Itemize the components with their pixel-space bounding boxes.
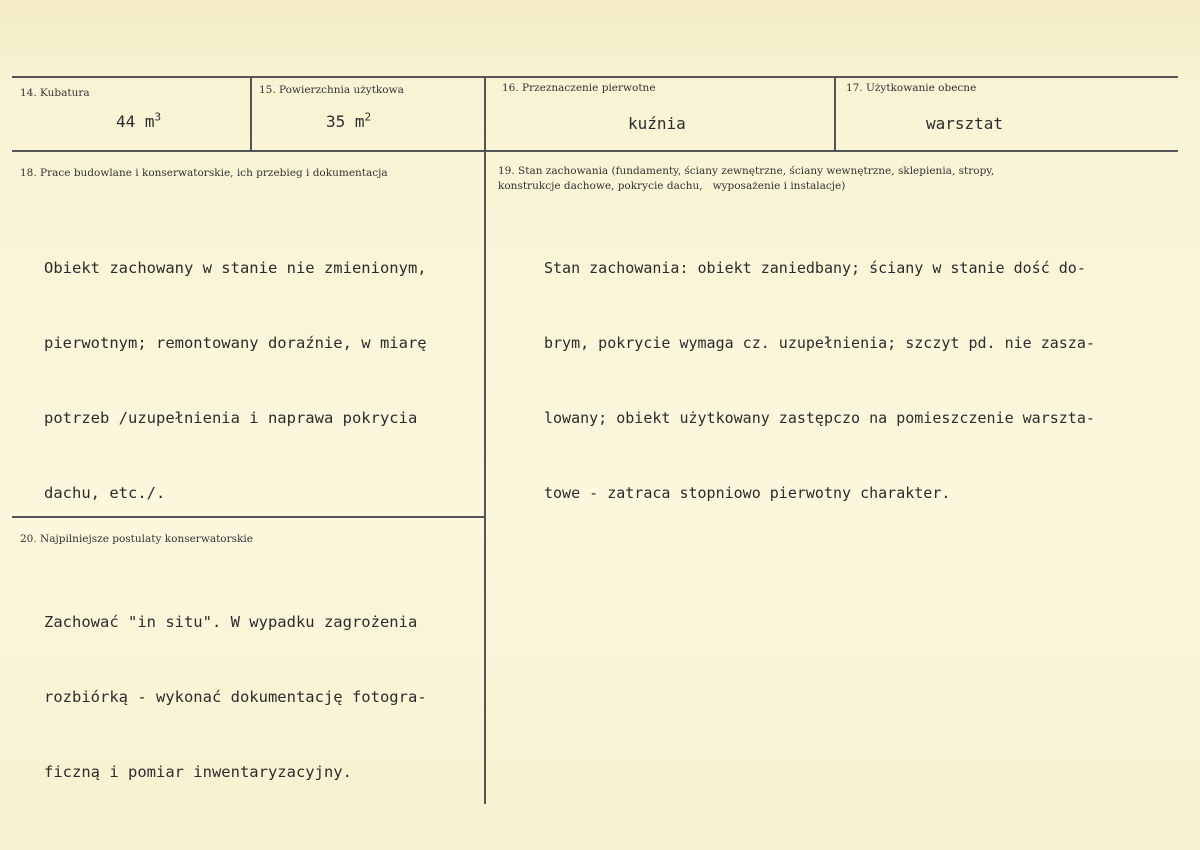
przeznaczenie-label: 16. Przeznaczenie pierwotne [502,82,656,94]
kubatura-label: 14. Kubatura [20,87,90,99]
uzytkowanie-value: warsztat [926,114,1004,133]
kubatura-value-text: 44 m [116,112,155,131]
stan-line: brym, pokrycie wymaga cz. uzupełnienia; szczyt pd. nie zasza- [544,334,1095,352]
postulaty-line: ficzną i pomiar inwentaryzacyjny. [44,763,352,781]
stan-line: lowany; obiekt użytkowany zastępczo na pomieszczenie warszta- [544,409,1095,427]
postulaty-label: 20. Najpilniejsze postulaty konserwatorskie [20,533,253,545]
prace-line: potrzeb /uzupełnienia i naprawa pokrycia [44,409,418,427]
powierzchnia-exponent: 2 [364,110,372,124]
postulaty-line: rozbiórką - wykonać dokumentację fotogra- [44,688,427,706]
przeznaczenie-value: kuźnia [628,114,686,133]
postulaty-text [44,560,427,835]
uzytkowanie-label: 17. Użytkowanie obecne [846,82,977,94]
kubatura-value [116,112,161,131]
kubatura-exponent: 3 [154,110,162,124]
prace-line: Obiekt zachowany w stanie nie zmienionym, [44,259,427,277]
stan-line: Stan zachowania: obiekt zaniedbany; ściany w stanie dość do- [544,259,1086,277]
prace-label: 18. Prace budowlane i konserwatorskie, ich przebieg i dokumentacja [20,167,388,179]
stan-label-line1: 19. Stan zachowania (fundamenty, ściany zewnętrzne, ściany wewnętrzne, sklepienia, stropy, [498,165,995,177]
powierzchnia-label: 15. Powierzchnia użytkowa [259,84,404,96]
prace-line: dachu, etc./. [44,484,166,502]
top-rule [12,76,1178,78]
stan-label-line2: konstrukcje dachowe, pokrycie dachu, wyposażenie i instalacje) [498,180,846,192]
stan-text [544,206,1095,556]
powierzchnia-value-text: 35 m [326,112,365,131]
prace-text [44,206,427,556]
powierzchnia-value [326,112,371,131]
divider-14-15 [250,76,252,151]
row1-bottom-rule [12,150,1178,152]
stan-line: towe - zatraca stopniowo pierwotny charakter. [544,484,951,502]
postulaty-line: Zachować "in situ". W wypadku zagrożenia [44,613,418,631]
prace-line: pierwotnym; remontowany doraźnie, w miarę [44,334,427,352]
main-vertical-divider [484,76,486,804]
divider-16-17 [834,76,836,151]
